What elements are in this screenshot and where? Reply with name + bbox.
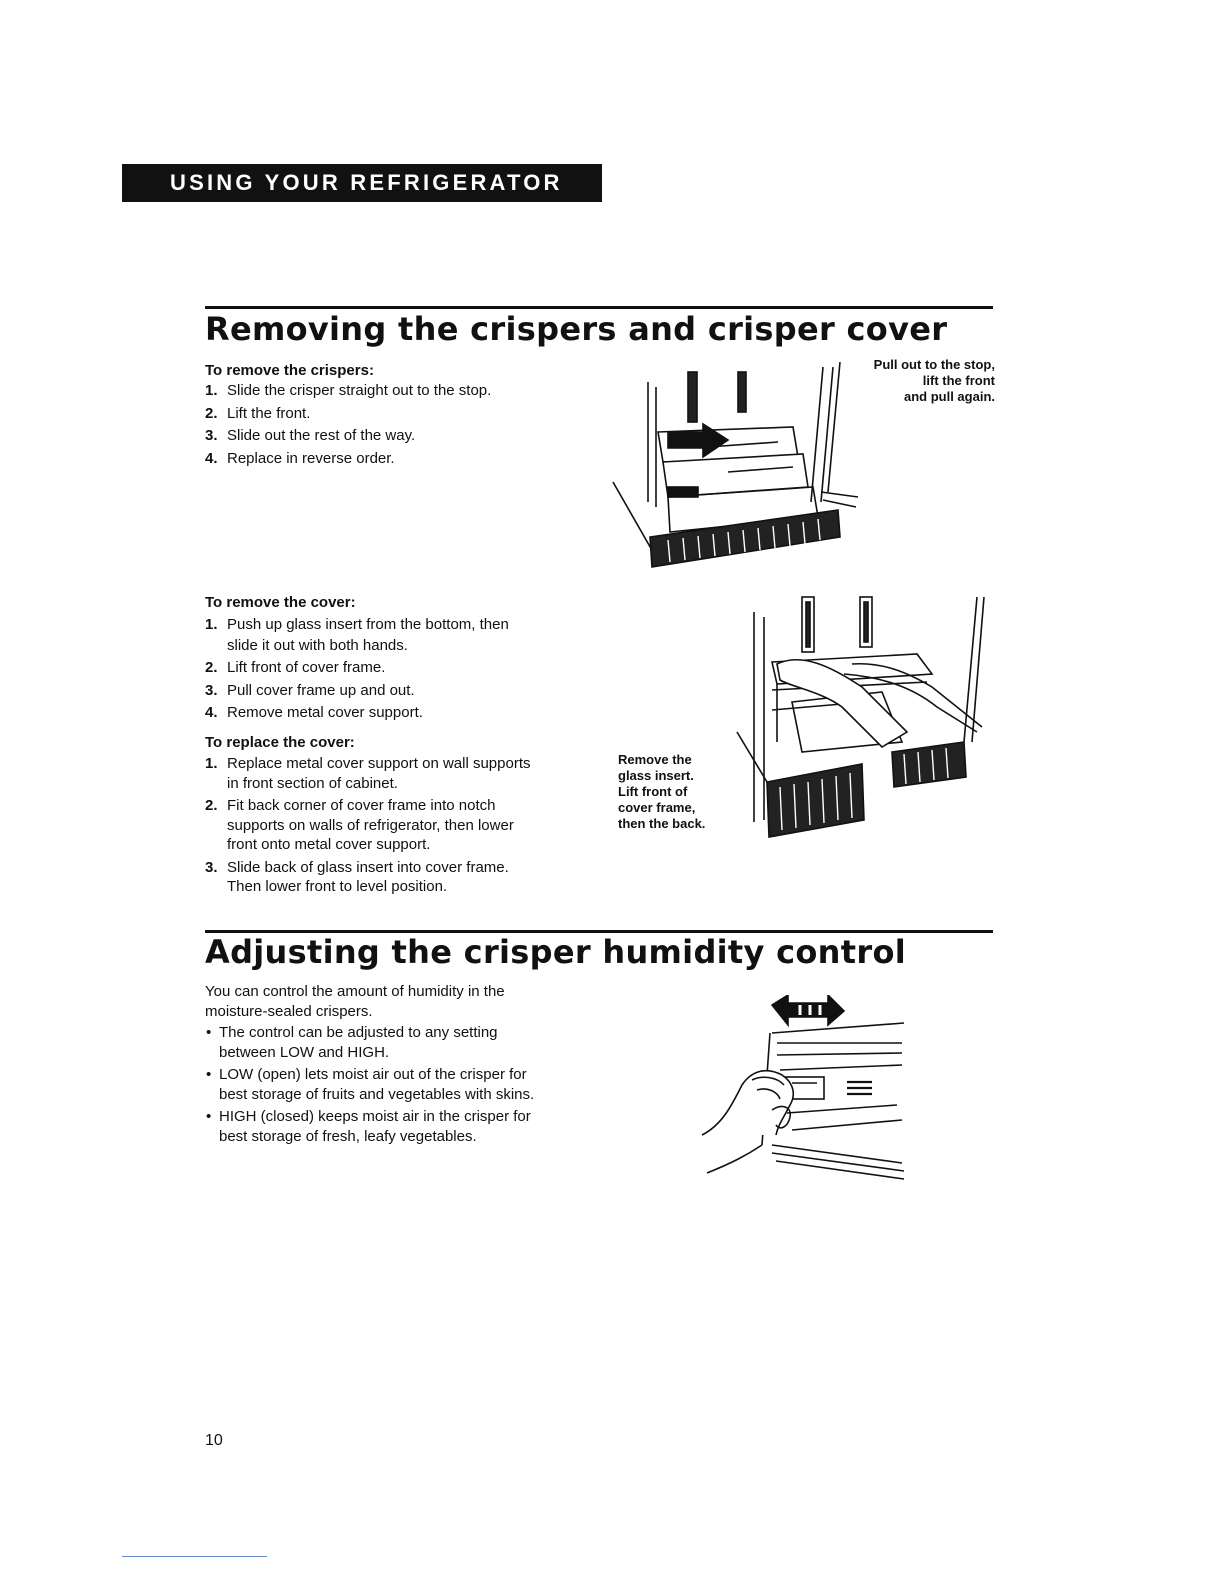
- list-item: 2. Fit back corner of cover frame into notch supports on walls of refrigerator, then lower front onto metal cover support.: [205, 797, 514, 853]
- section-title-removing: Removing the crispers and crisper cover: [205, 310, 948, 348]
- list-item: 2. Lift front of cover frame.: [205, 659, 386, 676]
- humidity-bullets: [205, 1023, 534, 1149]
- list-item: • HIGH (closed) keeps moist air in the crisper for best storage of fresh, leafy vegetables.: [206, 1108, 531, 1145]
- list-item: 4. Remove metal cover support.: [205, 704, 423, 721]
- section-banner: USING YOUR REFRIGERATOR: [122, 164, 602, 202]
- list-item: 3. Slide back of glass insert into cover frame. Then lower front to level position.: [205, 858, 509, 895]
- page-number: 10: [205, 1432, 223, 1449]
- footer-rule: [122, 1556, 267, 1557]
- list-replace-cover: [205, 754, 531, 897]
- subhead-remove-crispers: To remove the crispers:: [205, 362, 374, 379]
- humidity-intro: You can control the amount of humidity in the moisture-sealed crispers.: [205, 983, 505, 1020]
- glass-insert-illustration: [732, 592, 994, 850]
- section-rule-1: [205, 306, 993, 309]
- list-remove-crispers: [205, 380, 491, 470]
- list-item: • The control can be adjusted to any setting between LOW and HIGH.: [206, 1024, 498, 1061]
- section-title-humidity: Adjusting the crisper humidity control: [205, 933, 906, 971]
- list-item: 1. Push up glass insert from the bottom, then slide it out with both hands.: [205, 616, 509, 654]
- list-item: 2. Lift the front.: [205, 404, 311, 422]
- subhead-replace-cover: To replace the cover:: [205, 734, 355, 751]
- humidity-control-illustration: [692, 995, 907, 1185]
- list-remove-cover: [205, 614, 509, 725]
- subhead-remove-cover: To remove the cover:: [205, 594, 356, 611]
- callout-pull-out: Pull out to the stop, lift the front and pull again.: [873, 357, 995, 404]
- list-item: 1. Replace metal cover support on wall supports in front section of cabinet.: [205, 755, 531, 792]
- list-item: 1. Slide the crisper straight out to the stop.: [205, 382, 492, 399]
- list-item: 4. Replace in reverse order.: [205, 449, 395, 467]
- list-item: • LOW (open) lets moist air out of the crisper for best storage of fruits and vegetables with skins.: [206, 1066, 535, 1103]
- list-item: 3. Pull cover frame up and out.: [205, 681, 415, 699]
- list-item: 3. Slide out the rest of the way.: [205, 427, 416, 444]
- crisper-drawer-illustration: [608, 362, 863, 582]
- callout-remove-glass: Remove the glass insert. Lift front of cover frame, then the back.: [618, 752, 706, 831]
